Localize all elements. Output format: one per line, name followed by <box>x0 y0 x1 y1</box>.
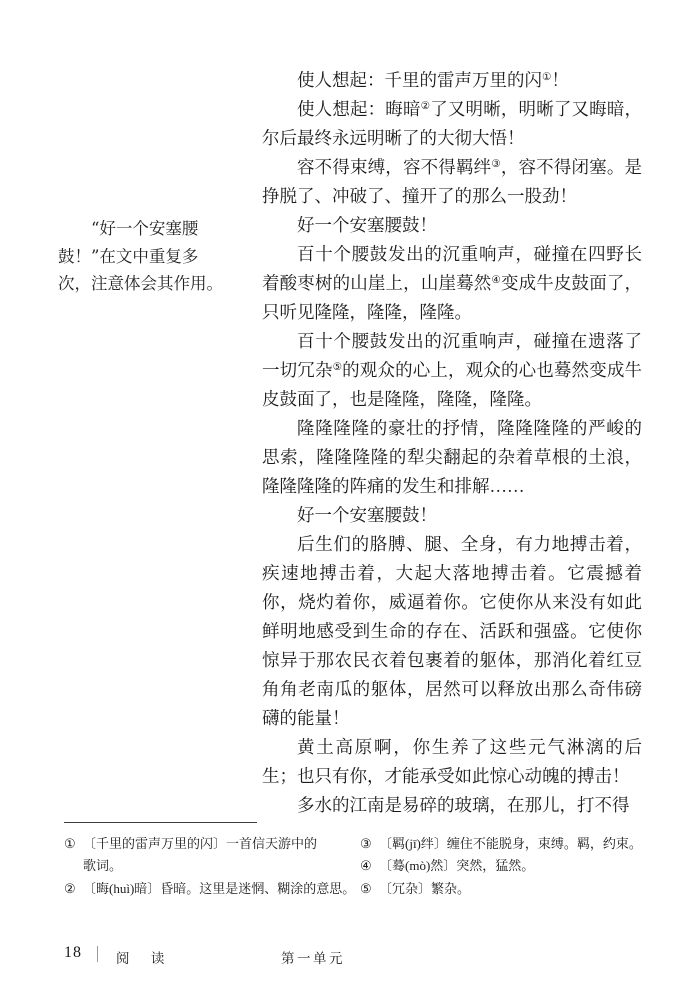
main-text-column <box>262 66 642 820</box>
text-paragraph: 好一个安塞腰鼓！ <box>297 505 437 525</box>
footnote-ref: ① <box>542 72 552 83</box>
footnotes-left-column <box>64 833 368 900</box>
text-paragraph: 后生们的胳膊、腿、全身，有力地搏击着，疾速地搏击着，大起大落地搏击着。它震撼着你，烧灼着你，威逼着你。它使你从来没有如此鲜明地感受到生命的存在、活跃和强盛。它使你惊异于那农民衣着包裹着的躯体，那消化着红豆角角老南瓜的躯体，居然可以释放出那么奇伟磅礴的能量！ <box>262 534 642 728</box>
footnote-number: ① <box>64 836 76 851</box>
page-number: 18 <box>64 944 82 961</box>
footnotes-right-column <box>360 833 670 900</box>
text-paragraph: 百十个腰鼓发出的沉重响声，碰撞在四野长着酸枣树的山崖上，山崖蓦然④变成牛皮鼓面了，只听见隆隆，隆隆，隆隆。 <box>262 244 642 322</box>
footer-unit-label: 第一单元 <box>281 951 345 966</box>
footnote-text <box>379 855 670 877</box>
text-paragraph: 容不得束缚，容不得羁绊③，容不得闭塞。是挣脱了、冲破了、撞开了的那么一股劲！ <box>262 157 642 206</box>
footnote-text <box>83 878 368 900</box>
footnote-item <box>360 833 670 855</box>
footnote-text <box>379 833 670 855</box>
text-paragraph: 多水的江南是易碎的玻璃，在那儿，打不得 <box>297 795 630 815</box>
note-line: 次，注意体会其作用。 <box>58 274 223 294</box>
footnote-number: ⑤ <box>360 880 372 896</box>
note-line: 鼓！”在文中重复多 <box>58 246 199 266</box>
footnote-item <box>64 878 368 900</box>
footnote-line: 歌词。 <box>83 858 123 874</box>
footnote-text <box>379 878 670 900</box>
footnote-text <box>83 833 368 878</box>
footnote-divider <box>64 822 257 823</box>
footnote-item <box>360 855 670 877</box>
footnote-ref: ③ <box>491 159 501 170</box>
footnote-ref: ⑤ <box>332 362 343 373</box>
footer-divider-bar <box>97 946 98 962</box>
footnote-number: ③ <box>360 836 372 851</box>
footnote-line: 〔羁(jī)绊〕缠住不能脱身，束缚。羁，约束。 <box>379 836 642 851</box>
footnote-number: ② <box>64 880 76 896</box>
footnote-ref: ④ <box>491 275 501 286</box>
footnote-line: 〔冗杂〕繁杂。 <box>379 880 471 896</box>
note-line: “好一个安塞腰 <box>91 219 199 238</box>
footnote-ref: ② <box>420 101 431 112</box>
footnote-item <box>360 878 670 900</box>
footnote-number: ④ <box>360 858 372 874</box>
footer-section-label: 阅 读 <box>116 951 174 966</box>
footnote-item <box>64 833 368 878</box>
text-paragraph: 隆隆隆隆的豪壮的抒情，隆隆隆隆的严峻的思索，隆隆隆隆的犁尖翻起的杂着草根的土浪，隆隆隆隆的阵痛的发生和排解…… <box>262 418 642 496</box>
footnote-line: 〔晦(huì)暗〕昏暗。这里是迷惘、糊涂的意思。 <box>83 880 356 896</box>
text-paragraph: 黄土高原啊，你生养了这些元气淋漓的后生；也只有你，才能承受如此惊心动魄的搏击！ <box>262 737 642 786</box>
footnote-line: 〔蓦(mò)然〕突然，猛然。 <box>379 858 535 874</box>
text-paragraph: 使人想起：千里的雷声万里的闪①！ <box>297 70 569 90</box>
text-paragraph: 使人想起：晦暗②了又明晰，明晰了又晦暗，尔后最终永远明晰了的大彻大悟！ <box>262 99 642 148</box>
footnote-line: 〔千里的雷声万里的闪〕一首信天游中的 <box>83 836 318 851</box>
margin-annotation <box>58 215 240 298</box>
text-paragraph: 好一个安塞腰鼓！ <box>297 215 437 235</box>
text-paragraph: 百十个腰鼓发出的沉重响声，碰撞在遗落了一切冗杂⑤的观众的心上，观众的心也蓦然变成牛皮鼓面了，也是隆隆，隆隆，隆隆。 <box>262 331 643 409</box>
